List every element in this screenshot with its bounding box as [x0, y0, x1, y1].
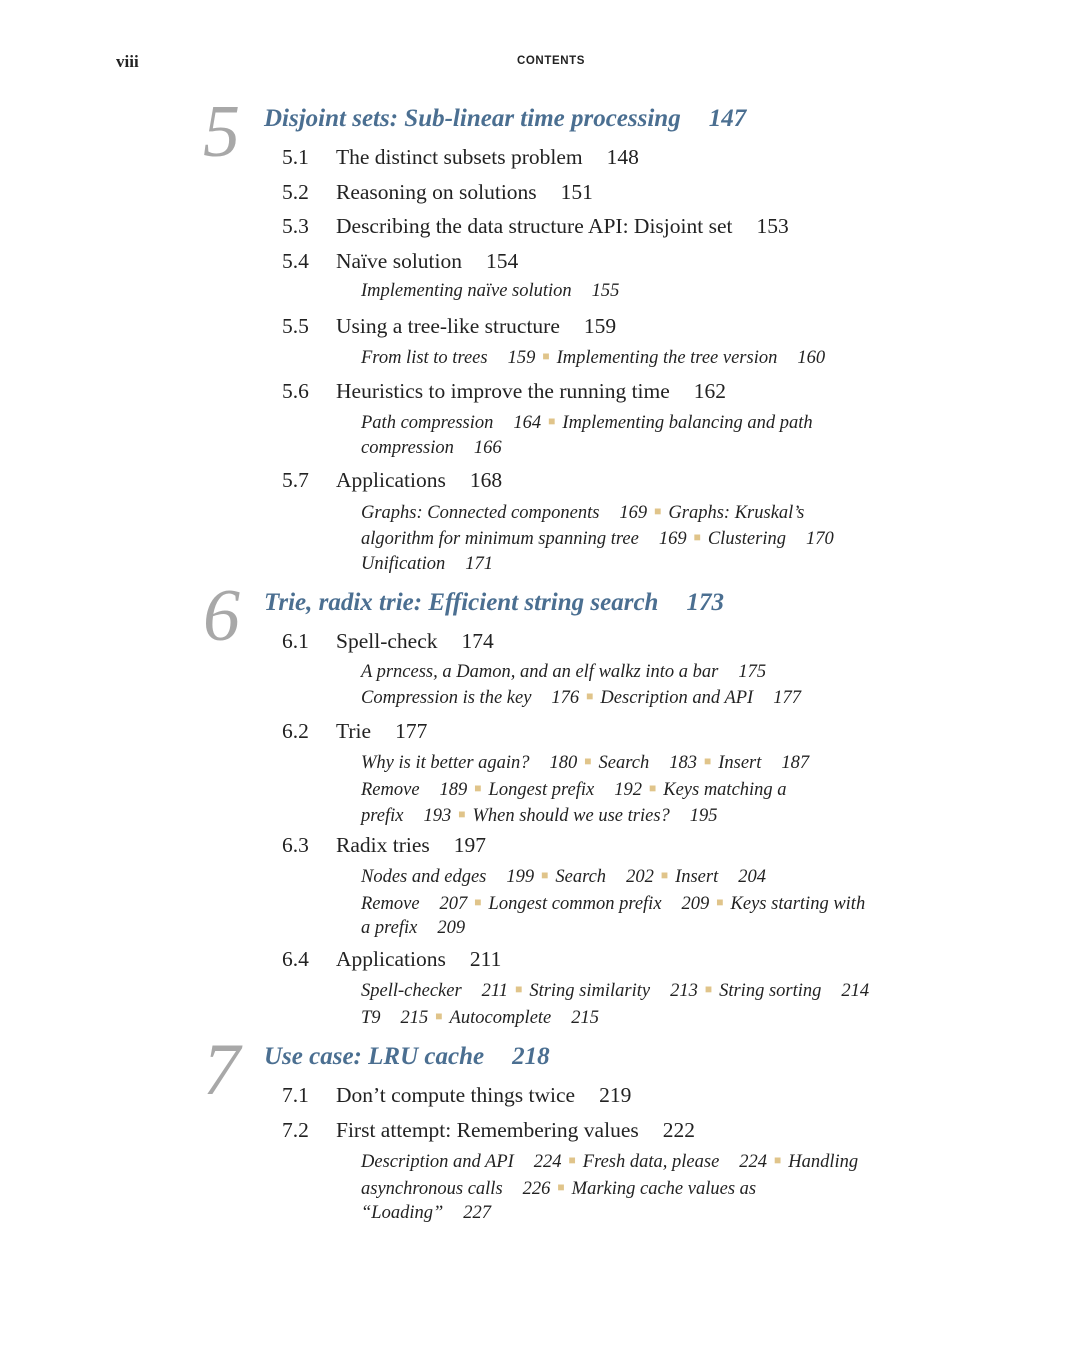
section-title-text: First attempt: Remembering values [336, 1117, 639, 1142]
section-title [336, 946, 501, 972]
subsection-page: 199 [506, 867, 535, 887]
subsection-list [361, 279, 921, 304]
section-number: 6.4 [282, 946, 309, 971]
subsection-title: Unification [361, 553, 446, 574]
subsection-line [361, 409, 921, 436]
subsection-title: Search [598, 753, 650, 773]
bullet-separator: ■ [693, 530, 701, 544]
subsection-line [361, 436, 921, 461]
bullet-separator: ■ [660, 868, 669, 882]
section-page: 222 [662, 1117, 695, 1142]
page-number: viii [116, 52, 139, 71]
subsection-page: 202 [626, 867, 654, 887]
bullet-separator: ■ [541, 868, 549, 882]
section-title [336, 313, 616, 339]
subsection-line [361, 749, 921, 776]
subsection-list [361, 863, 921, 941]
subsection-entry[interactable] [361, 867, 534, 887]
subsection-title: Implementing balancing and path [562, 413, 813, 433]
subsection-entry[interactable] [450, 1008, 599, 1028]
subsection-line [361, 1004, 921, 1031]
subsection-entry[interactable] [361, 348, 535, 368]
subsection-title: Keys starting with [730, 893, 866, 914]
subsection-entry[interactable] [572, 1179, 756, 1199]
subsection-entry[interactable] [361, 1008, 428, 1028]
subsection-title: T9 [361, 1007, 381, 1028]
subsection-title: asynchronous calls [361, 1178, 503, 1199]
subsection-line [361, 660, 921, 685]
subsection-page: 209 [681, 893, 710, 914]
subsection-page: 209 [437, 918, 466, 938]
subsection-page: 155 [591, 281, 620, 301]
section-title-text: Using a tree-like structure [336, 313, 560, 338]
section-number: 7.1 [282, 1083, 309, 1107]
section-title-text: Applications [336, 946, 446, 971]
subsection-page: 180 [549, 753, 578, 773]
chapter-page: 147 [708, 105, 747, 132]
subsection-page: 176 [551, 688, 580, 708]
section-page: 154 [486, 248, 519, 273]
section-page: 177 [395, 718, 428, 743]
section-title-text: Describing the data structure API: Disjoint set [336, 214, 733, 238]
subsection-entry[interactable] [718, 753, 809, 773]
subsection-title: Implementing the tree version [556, 348, 778, 368]
section-number: 5.2 [282, 179, 309, 204]
section-number: 5.7 [282, 468, 309, 492]
section-title [336, 1117, 695, 1143]
subsection-title: Description and API [361, 1152, 514, 1172]
section-title [336, 144, 639, 170]
section-title-text: Heuristics to improve the running time [336, 378, 670, 403]
chapter-title[interactable] [264, 104, 746, 134]
section-title-text: The distinct subsets problem [336, 145, 583, 169]
subsection-title: algorithm for minimum spanning tree [361, 529, 639, 549]
section-title [336, 1082, 631, 1108]
subsection-entry[interactable] [675, 867, 766, 887]
subsection-page: 215 [400, 1007, 429, 1028]
section-number: 6.1 [282, 629, 309, 653]
running-head: CONTENTS [516, 55, 586, 67]
chapter-heading[interactable] [0, 575, 1080, 657]
section-title-text: Reasoning on solutions [336, 179, 537, 204]
subsection-title: Remove [361, 893, 420, 914]
section-page: 151 [560, 179, 593, 204]
subsection-page: 214 [841, 981, 870, 1001]
bullet-separator: ■ [584, 754, 592, 768]
subsection-title: Search [555, 867, 607, 887]
subsection-page: 164 [513, 413, 542, 433]
section-title [336, 628, 494, 654]
section-page: 219 [599, 1083, 632, 1107]
subsection-entry[interactable] [557, 348, 826, 368]
subsection-title: Why is it better again? [361, 753, 530, 773]
subsection-page: 189 [439, 779, 468, 800]
subsection-entry[interactable] [361, 662, 766, 682]
subsection-entry[interactable] [600, 688, 801, 708]
subsection-title: Path compression [361, 413, 494, 433]
chapter-title[interactable] [264, 1042, 550, 1072]
section-title-text: Applications [336, 468, 446, 492]
subsection-entry[interactable] [361, 1179, 550, 1199]
subsection-entry[interactable] [489, 780, 642, 800]
section-title-text: Don’t compute things twice [336, 1083, 576, 1107]
subsection-list [361, 977, 921, 1030]
bullet-separator: ■ [458, 807, 466, 821]
subsection-page: 193 [423, 806, 452, 826]
subsection-title: Insert [718, 753, 762, 773]
chapter-number: 5 [203, 91, 240, 173]
subsection-title: Handling [788, 1152, 859, 1172]
subsection-page: 213 [670, 981, 698, 1001]
subsection-entry[interactable] [361, 529, 687, 549]
chapter-title-text: Use case: LRU cache [264, 1043, 485, 1070]
subsection-line [361, 1148, 921, 1175]
subsection-page: 211 [481, 981, 509, 1001]
subsection-page: 192 [614, 779, 642, 800]
subsection-line [361, 684, 921, 711]
subsection-page: 224 [533, 1152, 562, 1172]
subsection-page: 169 [619, 502, 648, 523]
subsection-page: 215 [571, 1007, 600, 1028]
subsection-entry[interactable] [555, 867, 653, 887]
subsection-page: 169 [658, 529, 687, 549]
section-title [336, 378, 726, 404]
subsection-title: Remove [361, 779, 420, 800]
subsection-entry[interactable] [599, 753, 697, 773]
section-title-text: Trie [336, 718, 372, 743]
subsection-title: Insert [675, 867, 719, 887]
bullet-separator: ■ [586, 689, 594, 703]
subsection-entry[interactable] [668, 503, 804, 523]
subsection-title: “Loading” [361, 1203, 444, 1223]
subsection-title: Marking cache values as [571, 1178, 757, 1199]
section-title [336, 213, 789, 239]
subsection-entry[interactable] [663, 780, 786, 800]
subsection-page: 160 [797, 348, 826, 368]
section-title [336, 179, 593, 205]
section-page: 148 [606, 145, 639, 169]
subsection-title: Fresh data, please [582, 1152, 720, 1172]
subsection-title: Spell-checker [361, 981, 462, 1001]
section-page: 159 [583, 313, 617, 338]
section-title [336, 832, 486, 858]
bullet-separator: ■ [774, 1153, 782, 1167]
subsection-entry[interactable] [361, 1203, 491, 1223]
subsection-list [361, 344, 921, 371]
subsection-title: A prncess, a Damon, and an elf walkz into a bar [361, 661, 719, 682]
subsection-page: 195 [689, 806, 718, 826]
subsection-page: 187 [781, 753, 810, 773]
bullet-separator: ■ [557, 1179, 565, 1194]
subsection-line [361, 863, 921, 890]
subsection-entry[interactable] [361, 438, 502, 458]
subsection-title: Implementing naïve solution [361, 281, 572, 301]
subsection-entry[interactable] [529, 981, 698, 1001]
subsection-entry[interactable] [361, 503, 647, 523]
section-title [336, 718, 427, 744]
subsection-entry[interactable] [361, 753, 577, 773]
section-title [336, 248, 518, 274]
subsection-title: Graphs: Kruskal’s [668, 502, 805, 523]
subsection-title: Longest prefix [488, 779, 595, 800]
section-number: 5.5 [282, 313, 309, 338]
section-page: 174 [461, 629, 494, 653]
section-title-text: Radix tries [336, 832, 430, 857]
section-number: 6.2 [282, 718, 309, 743]
section-title-text: Spell-check [336, 629, 438, 653]
bullet-separator: ■ [542, 349, 550, 363]
subsection-line [361, 344, 921, 371]
bullet-separator: ■ [548, 414, 556, 428]
subsection-list [361, 660, 921, 711]
bullet-separator: ■ [474, 780, 482, 795]
subsection-entry[interactable] [708, 529, 834, 549]
subsection-title: compression [361, 437, 454, 458]
subsection-entry[interactable] [361, 688, 579, 708]
bullet-separator: ■ [648, 780, 657, 795]
subsection-entry[interactable] [361, 281, 619, 301]
bullet-separator: ■ [474, 894, 482, 909]
subsection-entry[interactable] [361, 413, 541, 433]
subsection-title: From list to trees [361, 348, 488, 368]
subsection-page: 227 [463, 1203, 492, 1223]
section-title [336, 467, 502, 493]
subsection-page: 159 [507, 348, 536, 368]
section-page: 211 [469, 946, 502, 971]
subsection-title: String sorting [719, 981, 822, 1001]
subsection-page: 175 [738, 661, 767, 682]
subsection-line [361, 802, 921, 829]
subsection-title: Keys matching a [663, 779, 787, 800]
subsection-entry[interactable] [583, 1152, 767, 1172]
subsection-entry[interactable] [361, 554, 493, 574]
subsection-page: 226 [522, 1178, 551, 1199]
subsection-line [361, 1201, 921, 1226]
bullet-separator: ■ [654, 503, 662, 518]
subsection-title: a prefix [361, 918, 418, 938]
bullet-separator: ■ [704, 982, 713, 996]
subsection-entry[interactable] [731, 894, 866, 914]
subsection-title: Description and API [600, 688, 754, 708]
subsection-page: 171 [465, 553, 494, 574]
subsection-list [361, 409, 921, 460]
subsection-line [361, 525, 921, 552]
subsection-entry[interactable] [361, 981, 508, 1001]
subsection-line [361, 279, 921, 304]
subsection-page: 170 [805, 529, 834, 549]
subsection-page: 166 [473, 437, 502, 458]
chapter-number: 6 [203, 575, 240, 657]
subsection-entry[interactable] [361, 1152, 562, 1172]
subsection-page: 204 [738, 867, 766, 887]
section-number: 5.6 [282, 378, 309, 403]
bullet-separator: ■ [703, 754, 712, 768]
subsection-line [361, 916, 921, 941]
subsection-title: Graphs: Connected components [361, 502, 600, 523]
subsection-page: 177 [773, 688, 801, 708]
subsection-page: 183 [669, 753, 697, 773]
subsection-line [361, 977, 921, 1004]
section-number: 6.3 [282, 832, 309, 857]
subsection-title: Compression is the key [361, 688, 532, 708]
subsection-line [361, 1175, 921, 1202]
subsection-title: Autocomplete [449, 1007, 552, 1028]
subsection-entry[interactable] [489, 894, 710, 914]
subsection-entry[interactable] [361, 780, 467, 800]
bullet-separator: ■ [515, 982, 523, 996]
section-page: 162 [693, 378, 727, 403]
subsection-entry[interactable] [361, 918, 465, 938]
section-number: 5.3 [282, 214, 309, 238]
subsection-line [361, 776, 921, 803]
subsection-entry[interactable] [361, 894, 467, 914]
subsection-title: prefix [361, 806, 404, 826]
bullet-separator: ■ [716, 894, 724, 909]
subsection-line [361, 552, 921, 577]
section-page: 197 [453, 832, 486, 857]
chapter-page: 173 [686, 589, 724, 616]
subsection-list [361, 499, 921, 577]
chapter-page: 218 [512, 1043, 550, 1070]
section-page: 153 [756, 214, 789, 238]
section-page: 168 [469, 468, 503, 492]
subsection-list [361, 1148, 921, 1226]
subsection-title: Clustering [707, 529, 786, 549]
chapter-title-text: Disjoint sets: Sub-linear time processing [264, 105, 681, 132]
subsection-line [361, 499, 921, 526]
chapter-number: 7 [203, 1029, 240, 1111]
chapter-title[interactable] [264, 588, 724, 618]
subsection-page: 207 [439, 893, 468, 914]
subsection-line [361, 890, 921, 917]
subsection-title: Nodes and edges [361, 867, 487, 887]
section-title-text: Naïve solution [336, 248, 462, 273]
subsection-entry[interactable] [361, 806, 451, 826]
subsection-list [361, 749, 921, 829]
subsection-entry[interactable] [562, 413, 812, 433]
subsection-entry[interactable] [472, 806, 717, 826]
chapter-title-text: Trie, radix trie: Efficient string search [264, 589, 659, 616]
section-number: 7.2 [282, 1117, 309, 1142]
subsection-title: Longest common prefix [488, 893, 662, 914]
section-number: 5.4 [282, 248, 309, 273]
section-number: 5.1 [282, 145, 309, 169]
subsection-title: String similarity [529, 981, 651, 1001]
bullet-separator: ■ [568, 1153, 576, 1167]
subsection-entry[interactable] [788, 1152, 858, 1172]
subsection-page: 224 [739, 1152, 768, 1172]
bullet-separator: ■ [435, 1008, 443, 1023]
subsection-title: When should we use tries? [472, 806, 670, 826]
subsection-entry[interactable] [719, 981, 869, 1001]
